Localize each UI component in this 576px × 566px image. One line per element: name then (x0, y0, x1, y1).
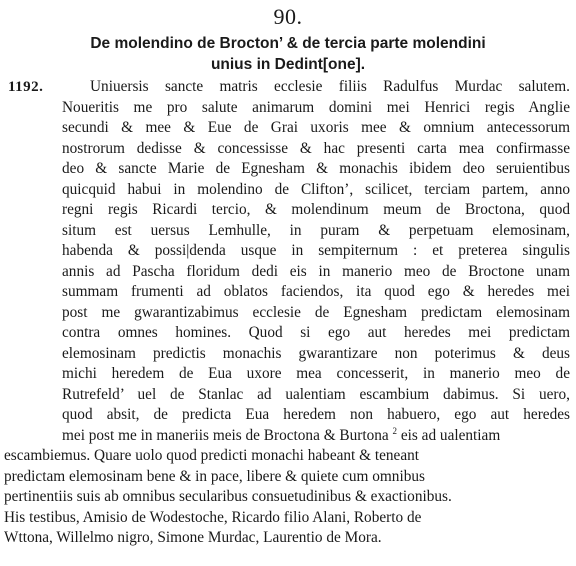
text-line: regni regis Ricardi tercio, & molendinum meum de Broctona, quod (62, 201, 570, 218)
text-line: quicquid habui in molendino de Clifton’, scilicet, terciam partem, anno (62, 180, 570, 198)
text-line: contra omnes homines. Quod si ego aut heredes mei predictam (62, 324, 570, 341)
text-line: Rutrefeld’ uel de Stanlac ad ualentiam escambium dabimus. Si uero, (62, 385, 570, 403)
text-line: escambiemus. Quare uolo quod predicti monachi habeant & teneant (4, 447, 420, 464)
heading-line-1: De molendino de Brocton’ & de tercia parte molendini (90, 35, 486, 52)
text-line: post me gwarantizabimus ecclesie de Egnesham predictam elemosinam (62, 303, 570, 321)
text-line: His testibus, Amisio de Wodestoche, Ricardo filio Alani, Roberto de (4, 508, 422, 526)
text-line: predictam elemosinam bene & in pace, libere & quiete cum omnibus (4, 467, 425, 485)
footnote-marker: 2 (392, 425, 398, 436)
text-line: summam frumenti ad oblatos faciendos, ita quod ego & heredes mei (62, 283, 570, 300)
text-line: Wttona, Willelmo nigro, Simone Murdac, Laurentio de Mora. (4, 529, 382, 546)
text-line-part: mei post me in maneriis meis de Broctona & Burtona (62, 426, 389, 444)
charter-heading (40, 33, 536, 75)
text-line: annis ad Pascha floridum dedi eis in manerio meo de Broctone unam (62, 262, 570, 280)
text-line: elemosinam predictis monachis gwarantizare non poterimus & deus (62, 344, 570, 362)
text-line: pertinentiis suis ab omnibus secularibus consuetudinibus & exactionibus. (4, 488, 452, 505)
charter-year: 1192. (8, 79, 44, 95)
text-line-part: eis ad ualentiam (397, 426, 501, 444)
text-line: nostrorum dedisse & concessisse & hac presenti carta mea confirmasse (62, 139, 570, 157)
page-number: 90. (273, 4, 303, 29)
text-line: Uniuersis sancte matris ecclesie filiis Radulfus Murdac salutem. (90, 78, 570, 95)
text-line (62, 426, 570, 447)
text-line: Noueritis me pro salute animarum domini mei Henrici regis Anglie (62, 98, 570, 116)
text-line: quod absit, de predicta Eua heredem non habuero, ego aut heredes (62, 406, 570, 423)
text-line: secundi & mee & Eue de Grai uxoris mee & omnium antecessorum (62, 119, 570, 136)
heading-line-2: unius in Dedint[one]. (210, 56, 366, 73)
text-line: situm est uersus Lemhulle, in puram & perpetuam elemosinam, (62, 221, 570, 239)
text-line: deo & sancte Marie de Egnesham & monachis ibidem deo seruientibus (62, 160, 570, 177)
text-line: michi heredem de Eua uxore mea concesserit, in manerio meo de (62, 365, 570, 382)
text-line: habenda & possi|denda usque in sempiternum : et preterea singulis (62, 242, 570, 259)
